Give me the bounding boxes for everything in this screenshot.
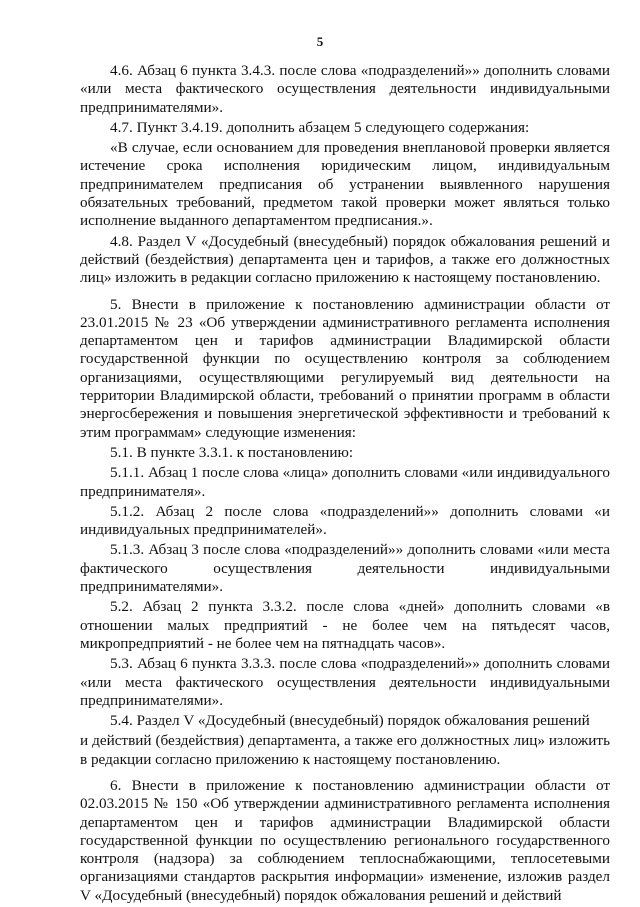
document-body — [80, 62, 610, 907]
paragraph-5-1-2: 5.1.2. Абзац 2 после слова «подразделений»» дополнить словами «и индивидуальных предпринимателей». — [80, 502, 610, 539]
paragraph-5-4: 5.4. Раздел V «Досудебный (внесудебный) порядок обжалования решений — [110, 712, 590, 730]
paragraph-5-2: 5.2. Абзац 2 пункта 3.3.2. после слова «дней» дополнить словами «в отношении малых предприятий - не более чем на пятьдесят часов, микропредприятий - не более чем на пятнадцать часов». — [80, 598, 610, 652]
paragraph-5: 5. Внести в приложение к постановлению администрации области от 23.01.2015 № 23 «Об утверждении административного регламента исполнения департаментом цен и тарифов администрации Владимирской области государственной функции по осуществлению контроля за соблюдением организациями, осуществляющими регулируемый вид деятельности на территории Владимирской области, требований о принятии программ в области энергосбережения и повышения энергетической эффективности и требований к этим программам» следующие изменения: — [80, 295, 610, 441]
paragraph-5-4-continued: и действий (бездействия) департамента, а также его должностных лиц» изложить в редакции согласно приложению к настоящему постановлению. — [80, 732, 610, 768]
paragraph-5-1-1: 5.1.1. Абзац 1 после слова «лица» дополнить словами «или индивидуального предпринимателя». — [80, 464, 610, 500]
paragraph-5-1-3: 5.1.3. Абзац 3 после слова «подразделений»» дополнить словами «или места фактического осуществления деятельности индивидуальными предпринимателями». — [80, 541, 610, 596]
paragraph-4-6: 4.6. Абзац 6 пункта 3.4.3. после слова «подразделений»» дополнить словами «или места фактического осуществления деятельности индивидуальными предпринимателями». — [80, 62, 610, 116]
paragraph-5-3: 5.3. Абзац 6 пункта 3.3.3. после слова «подразделений»» дополнить словами «или места фактического осуществления деятельности индивидуальными предпринимателями». — [80, 655, 610, 709]
paragraph-4-7-quote: «В случае, если основанием для проведения внеплановой проверки является истечение срока исполнения юридическим лицом, индивидуальным предпринимателем предписания об устранении выявленного нарушения обязательных требований, предметом такой проверки может являться только исполнение выданного департаментом предписания.». — [80, 139, 610, 230]
paragraph-5-1: 5.1. В пункте 3.3.1. к постановлению: — [110, 443, 354, 461]
paragraph-4-7: 4.7. Пункт 3.4.19. дополнить абзацем 5 следующего содержания: — [110, 118, 530, 136]
paragraph-6: 6. Внести в приложение к постановлению администрации области от 02.03.2015 № 150 «Об утверждении административного регламента исполнения департаментом цен и тарифов администрации Владимирской области государственной функции по осуществлению регионального государственного контроля (надзора) за соблюдением теплоснабжающими, теплосетевыми организациями стандартов раскрытия информации» изменение, изложив раздел V «Досудебный (внесудебный) порядок обжалования решений и действий — [80, 776, 610, 904]
page-number: 5 — [316, 34, 324, 49]
paragraph-4-8: 4.8. Раздел V «Досудебный (внесудебный) порядок обжалования решений и действий (бездействия) департамента цен и тарифов, а также его должностных лиц» изложить в редакции согласно приложению к настоящему постановлению. — [80, 232, 610, 287]
